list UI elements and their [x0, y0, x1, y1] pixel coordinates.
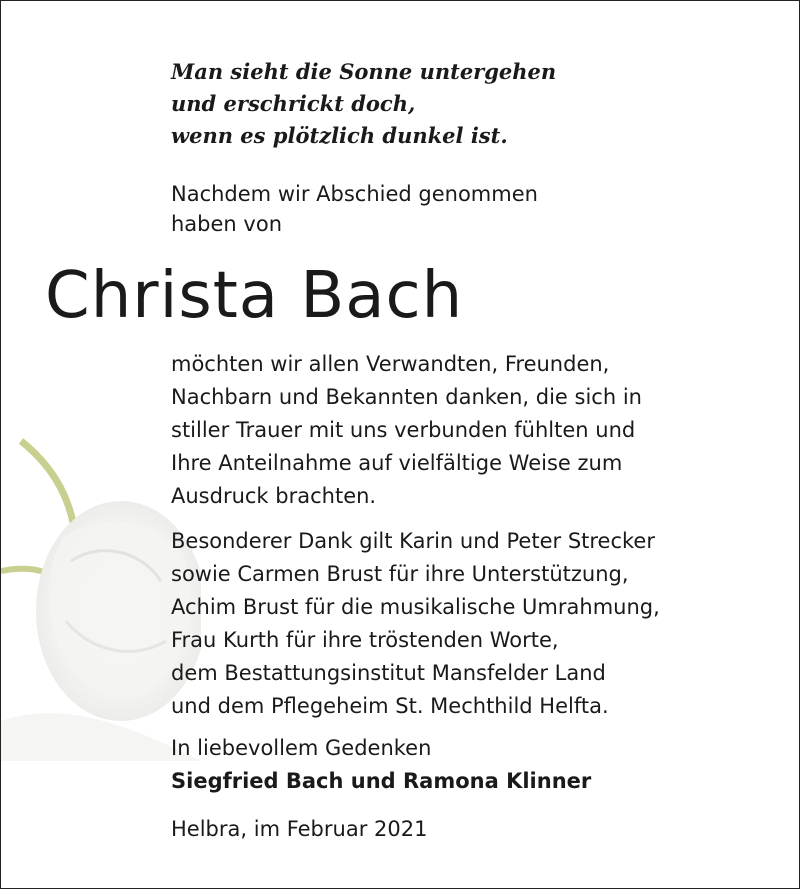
poem-line-3: wenn es plötzlich dunkel ist.: [171, 123, 508, 148]
deceased-name: Christa Bach: [45, 259, 464, 333]
intro-line-2: haben von: [171, 212, 282, 236]
poem-line-1: Man sieht die Sonne untergehen: [171, 59, 557, 84]
thanks-line: stiller Trauer mit uns verbunden fühlten und: [171, 418, 636, 442]
thanks-line: Ausdruck brachten.: [171, 484, 377, 508]
intro-text: [171, 179, 538, 239]
special-thanks-paragraph: [171, 525, 791, 723]
poem-quote: [171, 56, 556, 152]
poem-line-2: und erschrickt doch,: [171, 91, 416, 116]
thanks-paragraph: [171, 348, 791, 513]
special-thanks-line: Achim Brust für die musikalische Umrahmung,: [171, 595, 660, 619]
thanks-line: möchten wir allen Verwandten, Freunden,: [171, 352, 610, 376]
thanks-line: Ihre Anteilnahme auf vielfältige Weise zum: [171, 451, 623, 475]
signers: Siegfried Bach und Ramona Klinner: [171, 769, 592, 793]
intro-line-1: Nachdem wir Abschied genommen: [171, 182, 538, 206]
special-thanks-line: und dem Pflegeheim St. Mechthild Helfta.: [171, 694, 609, 718]
closing-phrase: In liebevollem Gedenken: [171, 736, 432, 760]
closing-block: [171, 732, 791, 798]
place-date: Helbra, im Februar 2021: [171, 817, 428, 841]
special-thanks-line: Frau Kurth für ihre tröstenden Worte,: [171, 628, 559, 652]
special-thanks-line: dem Bestattungsinstitut Mansfelder Land: [171, 661, 606, 685]
special-thanks-line: Besonderer Dank gilt Karin und Peter Strecker: [171, 529, 655, 553]
thanks-line: Nachbarn und Bekannten danken, die sich in: [171, 385, 642, 409]
special-thanks-line: sowie Carmen Brust für ihre Unterstützung,: [171, 562, 629, 586]
